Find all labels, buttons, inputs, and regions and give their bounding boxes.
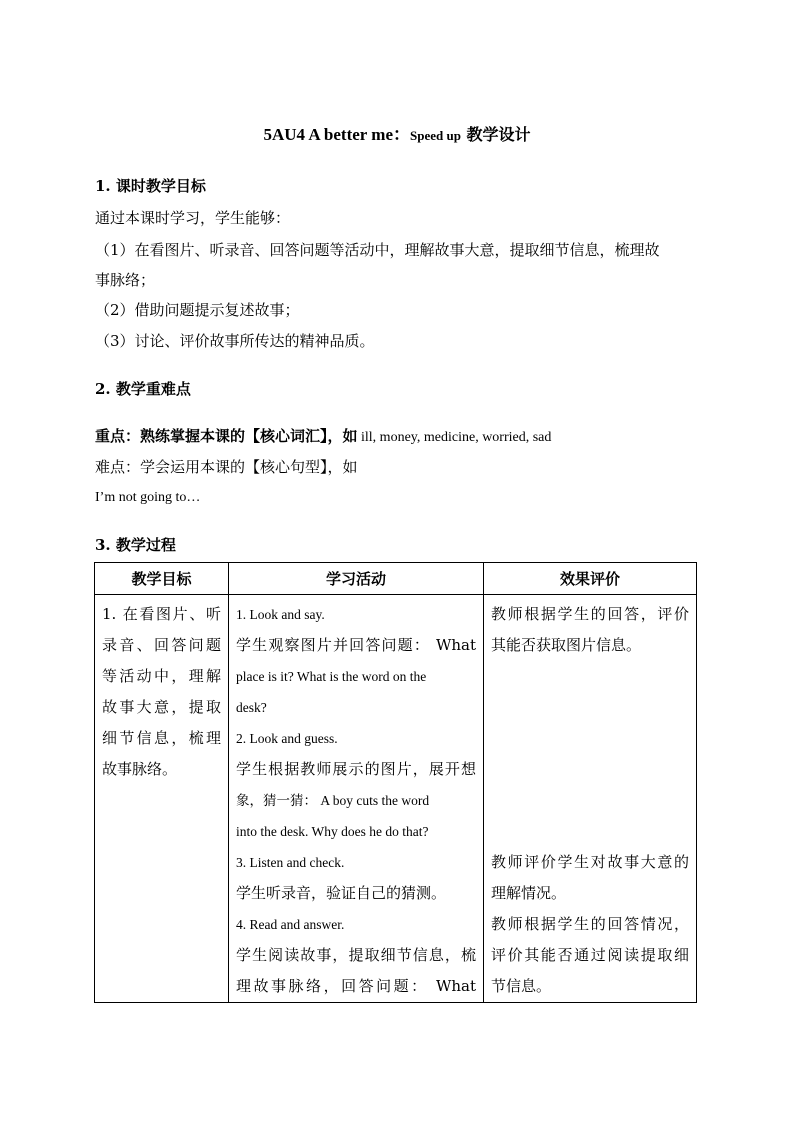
activity-line: 理故事脉络，回答问题： What	[236, 977, 476, 995]
evaluation-line	[491, 816, 689, 847]
goal-line: 录音、回答问题	[102, 636, 221, 654]
activity-line: 学生观察图片并回答问题： What	[236, 636, 476, 654]
evaluation-line	[491, 785, 689, 816]
evaluation-line: 教师根据学生的回答情况，	[491, 915, 689, 933]
activity-line: 学生听录音，验证自己的猜测。	[236, 884, 447, 902]
activity-line: 4. Read and answer.	[236, 917, 345, 932]
goal3: （3）讨论、评价故事所传达的精神品质。	[95, 332, 375, 350]
goal-line: 等活动中，理解	[102, 667, 221, 685]
activity-line: 学生根据教师展示的图片，展开想	[236, 760, 476, 778]
key-points	[95, 424, 551, 450]
evaluation-line: 节信息。	[491, 977, 552, 995]
activity-line: 象，猜一猜： A boy cuts the word	[236, 793, 430, 808]
activity-cell	[229, 595, 484, 1003]
difficulty-sentence: I’m not going to…	[95, 490, 201, 505]
section1-heading: 1. 课时教学目标	[95, 177, 206, 195]
evaluation-line	[491, 692, 689, 723]
evaluation-line	[491, 754, 689, 785]
goal-line: 故事大意，提取	[102, 698, 221, 716]
title-main: 5AU4 A better me：	[263, 125, 410, 144]
table-row	[95, 595, 697, 1003]
activity-line: 1. Look and say.	[236, 607, 325, 622]
title-speed-up: Speed up	[410, 128, 461, 143]
header-evaluation: 效果评价	[484, 563, 697, 595]
evaluation-line: 理解情况。	[491, 884, 567, 902]
header-activity: 学习活动	[229, 563, 484, 595]
activity-line: into the desk. Why does he do that?	[236, 824, 429, 839]
goal-cell	[95, 595, 229, 1003]
goal1-line2: 事脉络；	[95, 271, 156, 289]
evaluation-line: 其能否获取图片信息。	[491, 636, 642, 654]
goal-line: 故事脉络。	[102, 760, 178, 778]
document-title	[0, 123, 794, 148]
title-suffix: 教学设计	[460, 125, 531, 144]
activity-line: place is it? What is the word on the	[236, 669, 427, 684]
evaluation-line: 评价其能否通过阅读提取细	[491, 946, 689, 964]
section1-intro: 通过本课时学习，学生能够：	[95, 209, 291, 227]
table-header-row	[95, 563, 697, 595]
activity-line: desk?	[236, 700, 267, 715]
difficulty-label: 难点：学会运用本课的【核心句型】，如	[95, 458, 358, 476]
teaching-process-table	[94, 562, 697, 1003]
activity-line: 3. Listen and check.	[236, 855, 345, 870]
evaluation-cell	[484, 595, 697, 1003]
evaluation-line: 教师根据学生的回答，评价	[491, 605, 689, 623]
evaluation-line: 教师评价学生对故事大意的	[491, 853, 689, 871]
section2-heading: 2. 教学重难点	[95, 380, 191, 398]
activity-line: 学生阅读故事，提取细节信息，梳	[236, 946, 476, 964]
key-points-label: 重点：熟练掌握本课的【核心词汇】，如	[95, 427, 358, 445]
evaluation-line	[491, 723, 689, 754]
key-points-words: ill, money, medicine, worried, sad	[357, 430, 552, 445]
header-goal: 教学目标	[95, 563, 229, 595]
activity-line: 2. Look and guess.	[236, 731, 338, 746]
goal-line: 1. 在看图片、听	[102, 605, 221, 623]
section3-heading: 3. 教学过程	[95, 536, 176, 554]
goal-line: 细节信息，梳理	[102, 729, 221, 747]
goal2: （2）借助问题提示复述故事；	[95, 301, 300, 319]
evaluation-line	[491, 661, 689, 692]
goal1-line1: （1）在看图片、听录音、回答问题等活动中，理解故事大意，提取细节信息，梳理故	[95, 241, 660, 259]
